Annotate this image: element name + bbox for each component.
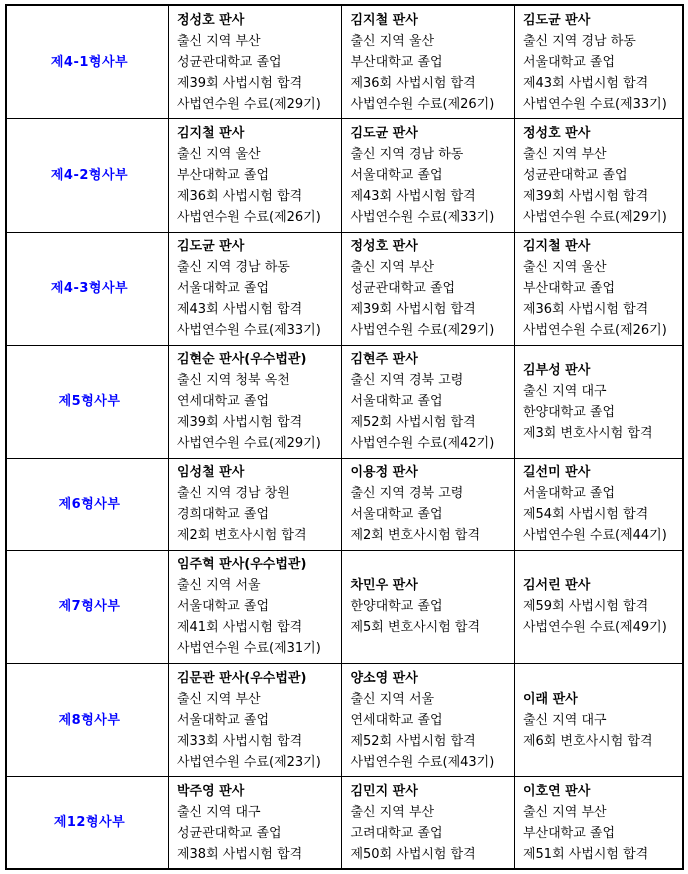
- judge-detail-line: 서울대학교 졸업: [350, 167, 443, 183]
- judge-name: 박주영 판사: [176, 783, 245, 799]
- judge-detail-line: 사법연수원 수료(제26기): [350, 96, 495, 112]
- judge-detail-line: 제2회 변호사시험 합격: [176, 528, 307, 544]
- judge-name: 이래 판사: [522, 691, 578, 707]
- judge-cell: [514, 232, 683, 345]
- judge-detail-line: 출신 지역 대구: [522, 383, 607, 399]
- division-cell: [6, 663, 168, 776]
- judge-detail-line: 성균관대학교 졸업: [522, 167, 628, 183]
- table-row: [6, 777, 683, 869]
- judge-detail-line: 제50회 사법시험 합격: [350, 846, 476, 862]
- judge-detail-line: 사법연수원 수료(제49기): [522, 620, 667, 636]
- table-row: [6, 550, 683, 663]
- judge-detail-line: 제33회 사법시험 합격: [176, 733, 303, 749]
- judge-name: 정성호 판사: [522, 125, 591, 141]
- judge-name: 김도균 판사: [522, 12, 591, 28]
- judge-detail-line: 출신 지역 경남 하동: [176, 260, 290, 276]
- judge-detail-line: 제39회 사법시험 합격: [176, 415, 303, 431]
- judge-detail-line: 부산대학교 졸업: [522, 825, 616, 841]
- judge-detail-line: 제59회 사법시험 합격: [522, 599, 649, 615]
- judge-detail-line: 제6회 변호사시험 합격: [522, 733, 653, 749]
- judge-detail-line: 서울대학교 졸업: [350, 394, 443, 410]
- judge-detail-line: 제38회 사법시험 합격: [176, 846, 303, 862]
- division-cell: [6, 345, 168, 458]
- judge-detail-line: 사법연수원 수료(제29기): [350, 323, 495, 339]
- judge-name: 김문관 판사(우수법관): [176, 670, 307, 686]
- judge-name: 이호연 판사: [522, 783, 591, 799]
- judge-detail-line: 제41회 사법시험 합격: [176, 620, 303, 636]
- judge-name: 김서린 판사: [522, 578, 591, 594]
- judge-name: 이용정 판사: [350, 465, 418, 481]
- judge-detail-line: 사법연수원 수료(제29기): [176, 96, 321, 112]
- judge-name: 정성호 판사: [176, 12, 245, 28]
- judge-detail-line: 고려대학교 졸업: [350, 825, 443, 841]
- judge-detail-line: 출신 지역 대구: [522, 712, 607, 728]
- judge-detail-line: 부산대학교 졸업: [176, 167, 270, 183]
- judge-cell: [514, 5, 683, 119]
- judge-name: 김현순 판사(우수법관): [176, 352, 307, 368]
- judge-detail-line: 서울대학교 졸업: [176, 281, 270, 297]
- table-row: [6, 232, 683, 345]
- judge-cell: [342, 119, 515, 232]
- table-row: [6, 5, 683, 119]
- judge-detail-line: 부산대학교 졸업: [350, 54, 443, 70]
- judge-cell: [168, 232, 342, 345]
- judge-name: 차민우 판사: [350, 578, 418, 594]
- judge-detail-line: 출신 지역 부산: [176, 33, 261, 49]
- division-label: 제4-2형사부: [50, 167, 129, 183]
- judge-name: 김현주 판사: [350, 352, 418, 368]
- judge-name: 김도균 판사: [350, 125, 418, 141]
- judge-detail-line: 사법연수원 수료(제26기): [522, 323, 667, 339]
- judges-table-body: [6, 5, 683, 869]
- judge-detail-line: 출신 지역 경남 하동: [522, 33, 636, 49]
- judge-cell: [168, 550, 342, 663]
- judge-detail-line: 사법연수원 수료(제23기): [176, 754, 321, 770]
- table-row: [6, 459, 683, 551]
- judge-detail-line: 서울대학교 졸업: [176, 712, 270, 728]
- judge-detail-line: 제39회 사법시험 합격: [522, 188, 649, 204]
- judge-detail-line: 출신 지역 부산: [176, 691, 261, 707]
- judge-detail-line: 부산대학교 졸업: [522, 281, 616, 297]
- judge-detail-line: 성균관대학교 졸업: [176, 825, 282, 841]
- judge-detail-line: 서울대학교 졸업: [522, 54, 616, 70]
- judge-detail-line: 제39회 사법시험 합격: [176, 75, 303, 91]
- judge-detail-line: 사법연수원 수료(제43기): [350, 754, 495, 770]
- judge-detail-line: 제43회 사법시험 합격: [176, 302, 303, 318]
- judge-name: 김부성 판사: [522, 362, 591, 378]
- judge-detail-line: 출신 지역 경북 고령: [350, 373, 464, 389]
- division-label: 제6형사부: [58, 496, 121, 512]
- judge-detail-line: 성균관대학교 졸업: [350, 281, 456, 297]
- table-row: [6, 119, 683, 232]
- judge-detail-line: 사법연수원 수료(제29기): [176, 436, 321, 452]
- judge-detail-line: 연세대학교 졸업: [176, 394, 270, 410]
- judge-name: 김지철 판사: [522, 239, 591, 255]
- judge-cell: [514, 345, 683, 458]
- judge-cell: [168, 777, 342, 869]
- division-cell: [6, 119, 168, 232]
- judge-cell: [514, 550, 683, 663]
- division-label: 제4-1형사부: [50, 54, 129, 70]
- judge-name: 김지철 판사: [176, 125, 245, 141]
- judge-detail-line: 제39회 사법시험 합격: [350, 302, 476, 318]
- judge-detail-line: 제5회 변호사시험 합격: [350, 620, 481, 636]
- table-row: [6, 663, 683, 776]
- division-cell: [6, 5, 168, 119]
- judge-detail-line: 출신 지역 대구: [176, 804, 261, 820]
- judge-detail-line: 사법연수원 수료(제33기): [522, 96, 667, 112]
- judge-detail-line: 한양대학교 졸업: [350, 599, 443, 615]
- division-cell: [6, 777, 168, 869]
- judge-detail-line: 경희대학교 졸업: [176, 507, 270, 523]
- division-label: 제5형사부: [58, 394, 121, 410]
- judge-name: 임성철 판사: [176, 465, 245, 481]
- judge-cell: [342, 550, 515, 663]
- judge-cell: [168, 119, 342, 232]
- judge-detail-line: 제52회 사법시험 합격: [350, 733, 476, 749]
- judge-detail-line: 사법연수원 수료(제42기): [350, 436, 495, 452]
- judge-cell: [342, 663, 515, 776]
- judge-detail-line: 제36회 사법시험 합격: [176, 188, 303, 204]
- judge-detail-line: 연세대학교 졸업: [350, 712, 443, 728]
- judge-detail-line: 출신 지역 울산: [176, 146, 261, 162]
- judge-detail-line: 한양대학교 졸업: [522, 404, 616, 420]
- judge-detail-line: 성균관대학교 졸업: [176, 54, 282, 70]
- judge-cell: [342, 777, 515, 869]
- judge-cell: [342, 232, 515, 345]
- judge-name: 양소영 판사: [350, 670, 418, 686]
- judge-detail-line: 출신 지역 청북 옥천: [176, 373, 290, 389]
- judge-detail-line: 제2회 변호사시험 합격: [350, 528, 481, 544]
- judge-cell: [514, 777, 683, 869]
- judge-cell: [168, 345, 342, 458]
- judge-detail-line: 사법연수원 수료(제26기): [176, 209, 321, 225]
- judge-detail-line: 제43회 사법시험 합격: [350, 188, 476, 204]
- judge-detail-line: 제36회 사법시험 합격: [350, 75, 476, 91]
- judge-name: 임주혁 판사(우수법관): [176, 557, 307, 573]
- judge-detail-line: 출신 지역 부산: [522, 146, 607, 162]
- judge-cell: [168, 459, 342, 551]
- judge-cell: [514, 663, 683, 776]
- judge-detail-line: 사법연수원 수료(제31기): [176, 641, 321, 657]
- judge-detail-line: 출신 지역 부산: [350, 260, 435, 276]
- judge-detail-line: 출신 지역 부산: [522, 804, 607, 820]
- judge-cell: [342, 345, 515, 458]
- judge-detail-line: 서울대학교 졸업: [176, 599, 270, 615]
- division-label: 제4-3형사부: [50, 281, 129, 297]
- judge-detail-line: 출신 지역 서울: [176, 578, 261, 594]
- division-cell: [6, 232, 168, 345]
- judge-cell: [342, 5, 515, 119]
- judge-detail-line: 제36회 사법시험 합격: [522, 302, 649, 318]
- division-label: 제7형사부: [58, 599, 121, 615]
- judge-detail-line: 사법연수원 수료(제33기): [350, 209, 495, 225]
- judge-detail-line: 제51회 사법시험 합격: [522, 846, 649, 862]
- judge-detail-line: 출신 지역 경남 하동: [350, 146, 464, 162]
- division-cell: [6, 550, 168, 663]
- judge-detail-line: 출신 지역 울산: [350, 33, 435, 49]
- judge-detail-line: 사법연수원 수료(제44기): [522, 528, 667, 544]
- division-cell: [6, 459, 168, 551]
- judge-detail-line: 사법연수원 수료(제29기): [522, 209, 667, 225]
- judge-cell: [168, 663, 342, 776]
- judge-name: 김민지 판사: [350, 783, 418, 799]
- judge-name: 정성호 판사: [350, 239, 418, 255]
- judge-cell: [514, 119, 683, 232]
- judge-name: 길선미 판사: [522, 465, 591, 481]
- judge-cell: [342, 459, 515, 551]
- table-row: [6, 345, 683, 458]
- judge-detail-line: 출신 지역 서울: [350, 691, 435, 707]
- judge-detail-line: 사법연수원 수료(제33기): [176, 323, 321, 339]
- judge-detail-line: 제54회 사법시험 합격: [522, 507, 649, 523]
- judge-name: 김지철 판사: [350, 12, 418, 28]
- judge-cell: [514, 459, 683, 551]
- judge-detail-line: 제43회 사법시험 합격: [522, 75, 649, 91]
- judge-detail-line: 출신 지역 부산: [350, 804, 435, 820]
- judge-detail-line: 출신 지역 울산: [522, 260, 607, 276]
- judge-detail-line: 제52회 사법시험 합격: [350, 415, 476, 431]
- judge-detail-line: 서울대학교 졸업: [350, 507, 443, 523]
- judge-detail-line: 출신 지역 경남 창원: [176, 486, 290, 502]
- division-label: 제12형사부: [53, 815, 126, 831]
- judge-detail-line: 출신 지역 경북 고령: [350, 486, 464, 502]
- judge-detail-line: 서울대학교 졸업: [522, 486, 616, 502]
- division-label: 제8형사부: [58, 712, 121, 728]
- judge-detail-line: 제3회 변호사시험 합격: [522, 425, 653, 441]
- judges-table: [5, 4, 684, 870]
- judge-name: 김도균 판사: [176, 239, 245, 255]
- judge-cell: [168, 5, 342, 119]
